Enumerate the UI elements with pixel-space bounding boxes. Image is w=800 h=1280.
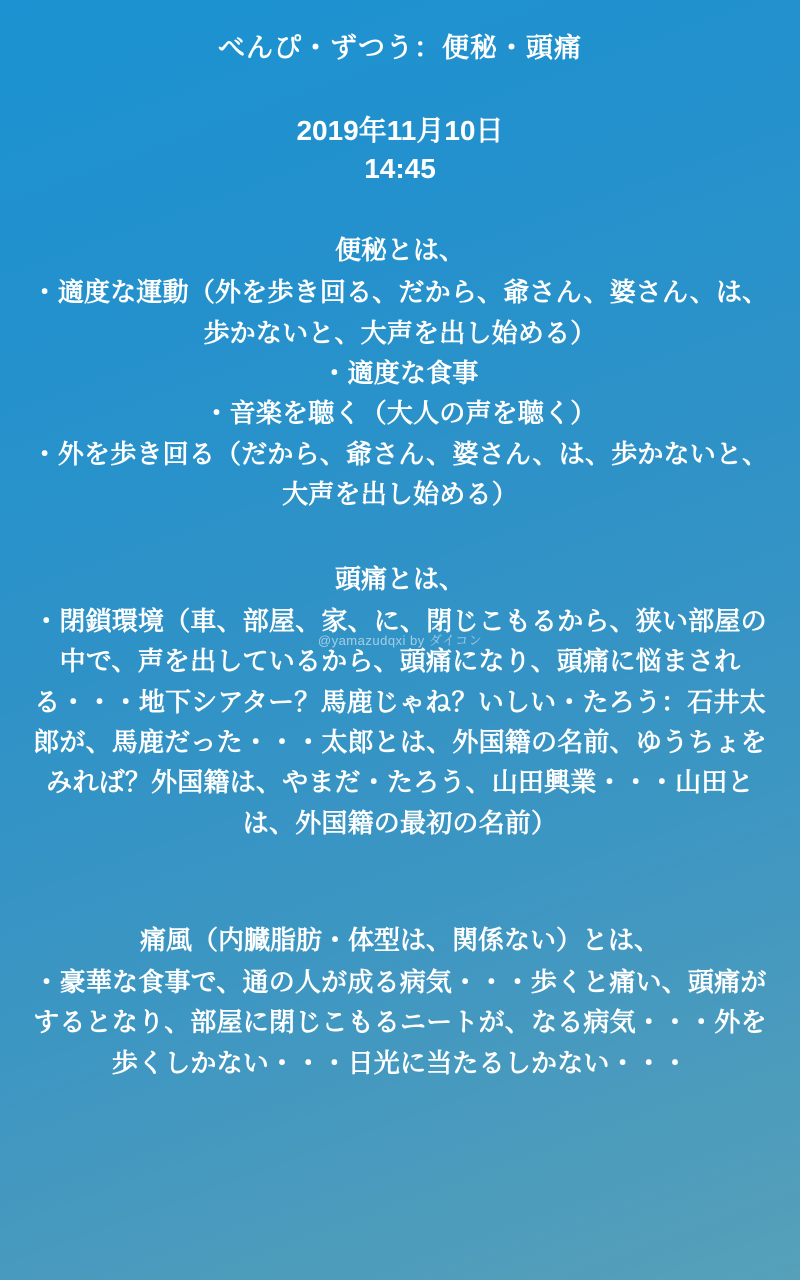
section-constipation bbox=[26, 231, 774, 514]
section-heading: 頭痛とは、 bbox=[334, 564, 465, 595]
section-line: ・閉鎖環境（車、部屋、家、に、閉じこもるから、狭い部屋の中で、声を出しているから、頭痛になり、頭痛に悩まされる・・・地下シアター？馬鹿じゃね？いしい・たろう：石井太郎が、馬鹿だった・・・太郎とは、外国籍の名前、ゆうちょをみれば？外国籍は、やまだ・たろう、山田興業・・・山田とは、外国籍の最初の名前） bbox=[33, 606, 767, 838]
section-heading: 痛風（内臓脂肪・体型は、関係ない）とは、 bbox=[139, 924, 660, 955]
section-line: ・適度な運動（外を歩き回る、だから、爺さん、婆さん、は、歩かないと、大声を出し始める） bbox=[31, 277, 769, 348]
spacer bbox=[26, 843, 774, 921]
section-line: ・音楽を聴く（大人の声を聴く） bbox=[203, 398, 597, 429]
time-text: 14:45 bbox=[364, 152, 436, 184]
section-gout bbox=[26, 921, 774, 1083]
section-headache bbox=[26, 560, 774, 843]
datetime-block bbox=[26, 112, 774, 188]
section-line: ・豪華な食事で、通の人が成る病気・・・歩くと痛い、頭痛がするとなり、部屋に閉じこもるニートが、なる病気・・・外を歩くしかない・・・日光に当たるしかない・・・ bbox=[33, 966, 767, 1078]
page-title: べんぴ・ずつう：便秘・頭痛 bbox=[218, 33, 582, 63]
section-line: ・外を歩き回る（だから、爺さん、婆さん、は、歩かないと、大声を出し始める） bbox=[31, 438, 769, 509]
date-text: 2019年11月10日 bbox=[296, 114, 504, 146]
spacer bbox=[26, 514, 774, 560]
section-line: ・適度な食事 bbox=[321, 357, 479, 388]
watermark: @yamazudqxi by ダイコン bbox=[317, 633, 483, 648]
section-heading: 便秘とは、 bbox=[334, 235, 465, 266]
